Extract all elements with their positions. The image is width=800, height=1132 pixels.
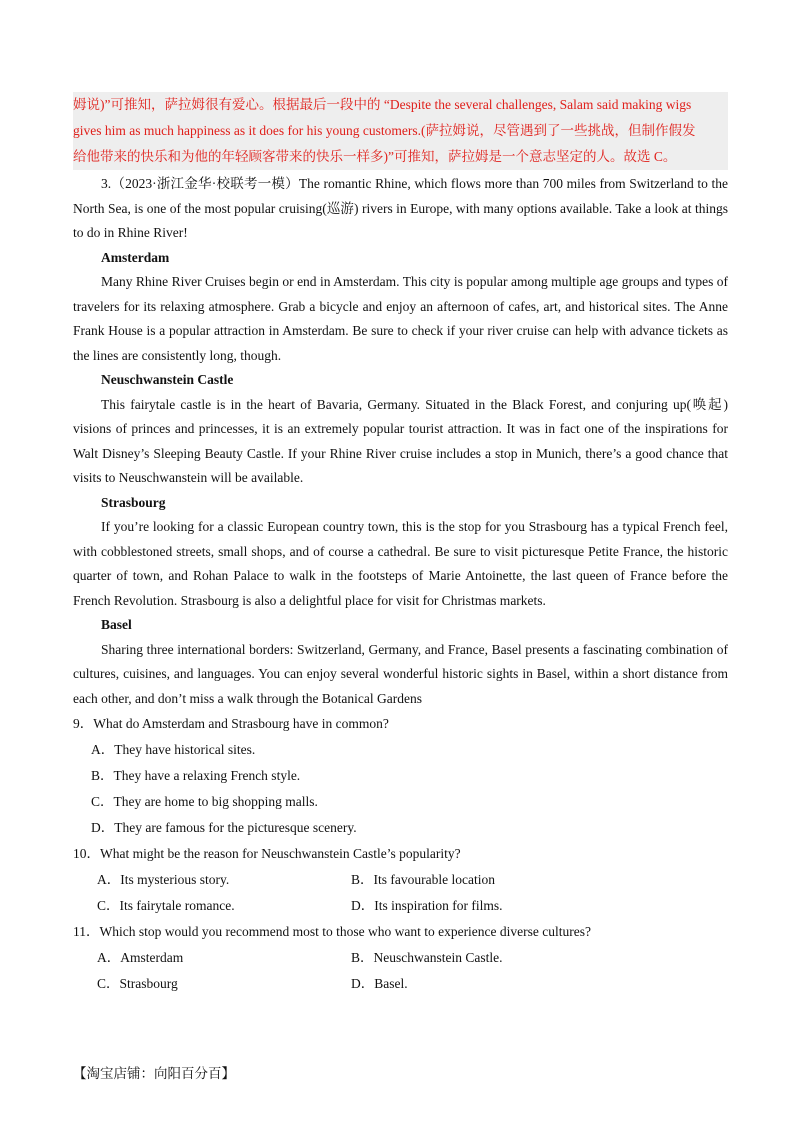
question-11-options-row (73, 945, 728, 971)
question-9-option-c: C．They are home to big shopping malls. (91, 794, 318, 809)
question-10-option-c: C．Its fairytale romance. (97, 898, 235, 913)
section-text-amsterdam: Many Rhine River Cruises begin or end in Amsterdam. This city is popular among multiple age groups and types of travelers for its relaxing atmosphere. Grab a bicycle and enjoy an afternoon of cafes, art, and historical sites. The Anne Frank House is a popular attraction in Amsterdam. Be sure to check if your river cruise can help with advance tickets as the lines are consistently long, though. (73, 274, 728, 363)
question-11-option-c: C．Strasbourg (97, 976, 178, 991)
section-heading-amsterdam: Amsterdam (101, 249, 170, 265)
section-heading-strasbourg: Strasbourg (101, 494, 166, 510)
question-10-option-d: D．Its inspiration for films. (351, 898, 503, 913)
question-9-option-b: B．They have a relaxing French style. (91, 768, 301, 783)
question-11-options-row (73, 971, 728, 997)
question-11-stem: 11．Which stop would you recommend most to those who want to experience diverse cultures? (73, 924, 591, 939)
section-text-strasbourg: If you’re looking for a classic European country town, this is the stop for you Strasbourg has a typical French feel, with cobblestoned streets, small shops, and of course a cathedral. Be sure to visit picturesque Petite France, the historic quarter of town, and Rohan Palace to walk in the footsteps of Marie Antoinette, the last queen of France before the French Revolution. Strasbourg is also a delightful place for visit for Christmas markets. (73, 519, 728, 608)
question-9-option-d: D．They are famous for the picturesque scenery. (91, 820, 357, 835)
page-footer: 【淘宝店铺：向阳百分百】 (73, 1066, 235, 1081)
question-10-options-row (73, 867, 728, 893)
passage-intro: 3.（2023·浙江金华·校联考一模）The romantic Rhine, which flows more than 700 miles from Switzerland to the North Sea, is one of the most popular cruising(巡游) rivers in Europe, with many options available. Take a look at things to do in Rhine River! (73, 176, 728, 240)
question-11-option-b: B．Neuschwanstein Castle. (351, 950, 503, 965)
question-10-stem: 10．What might be the reason for Neuschwanstein Castle’s popularity? (73, 846, 461, 861)
question-11-option-d: D．Basel. (351, 976, 408, 991)
question-9-stem: 9．What do Amsterdam and Strasbourg have in common? (73, 716, 389, 731)
document-page (73, 92, 728, 997)
explanation-line: 姆说)”可推知，萨拉姆很有爱心。根据最后一段中的 “Despite the several challenges, Salam said making wigs (73, 97, 692, 112)
question-10-option-a: A．Its mysterious story. (97, 872, 230, 887)
explanation-line: gives him as much happiness as it does for his young customers.(萨拉姆说，尽管遇到了一些挑战，但制作假发 (73, 123, 696, 138)
section-text-basel: Sharing three international borders: Switzerland, Germany, and France, Basel presents a fascinating combination of cultures, cuisines, and languages. You can enjoy several wonderful historic sights in Basel, within a short distance from each other, and don’t miss a walk through the Botanical Gardens (73, 641, 728, 706)
explanation-line: 给他带来的快乐和为他的年轻顾客带来的快乐一样多)”可推知，萨拉姆是一个意志坚定的人。故选 C。 (73, 149, 677, 164)
section-heading-basel: Basel (101, 617, 132, 632)
question-10-option-b: B．Its favourable location (351, 872, 495, 887)
section-heading-neuschwanstein: Neuschwanstein Castle (101, 372, 234, 387)
section-text-neuschwanstein: This fairytale castle is in the heart of Bavaria, Germany. Situated in the Black Forest, and conjuring up(唤起) visions of princes and princesses, it is an extremely popular tourist attraction. It was in fact one of the inspirations for Walt Disney’s Sleeping Beauty Castle. If your Rhine River cruise includes a stop in Munich, there’s a good chance that visits to Neuschwanstein will be available. (73, 396, 728, 485)
question-9-option-a: A．They have historical sites. (91, 742, 256, 757)
answer-explanation (73, 92, 728, 170)
question-11-option-a: A．Amsterdam (97, 950, 184, 965)
question-10-options-row (73, 893, 728, 919)
